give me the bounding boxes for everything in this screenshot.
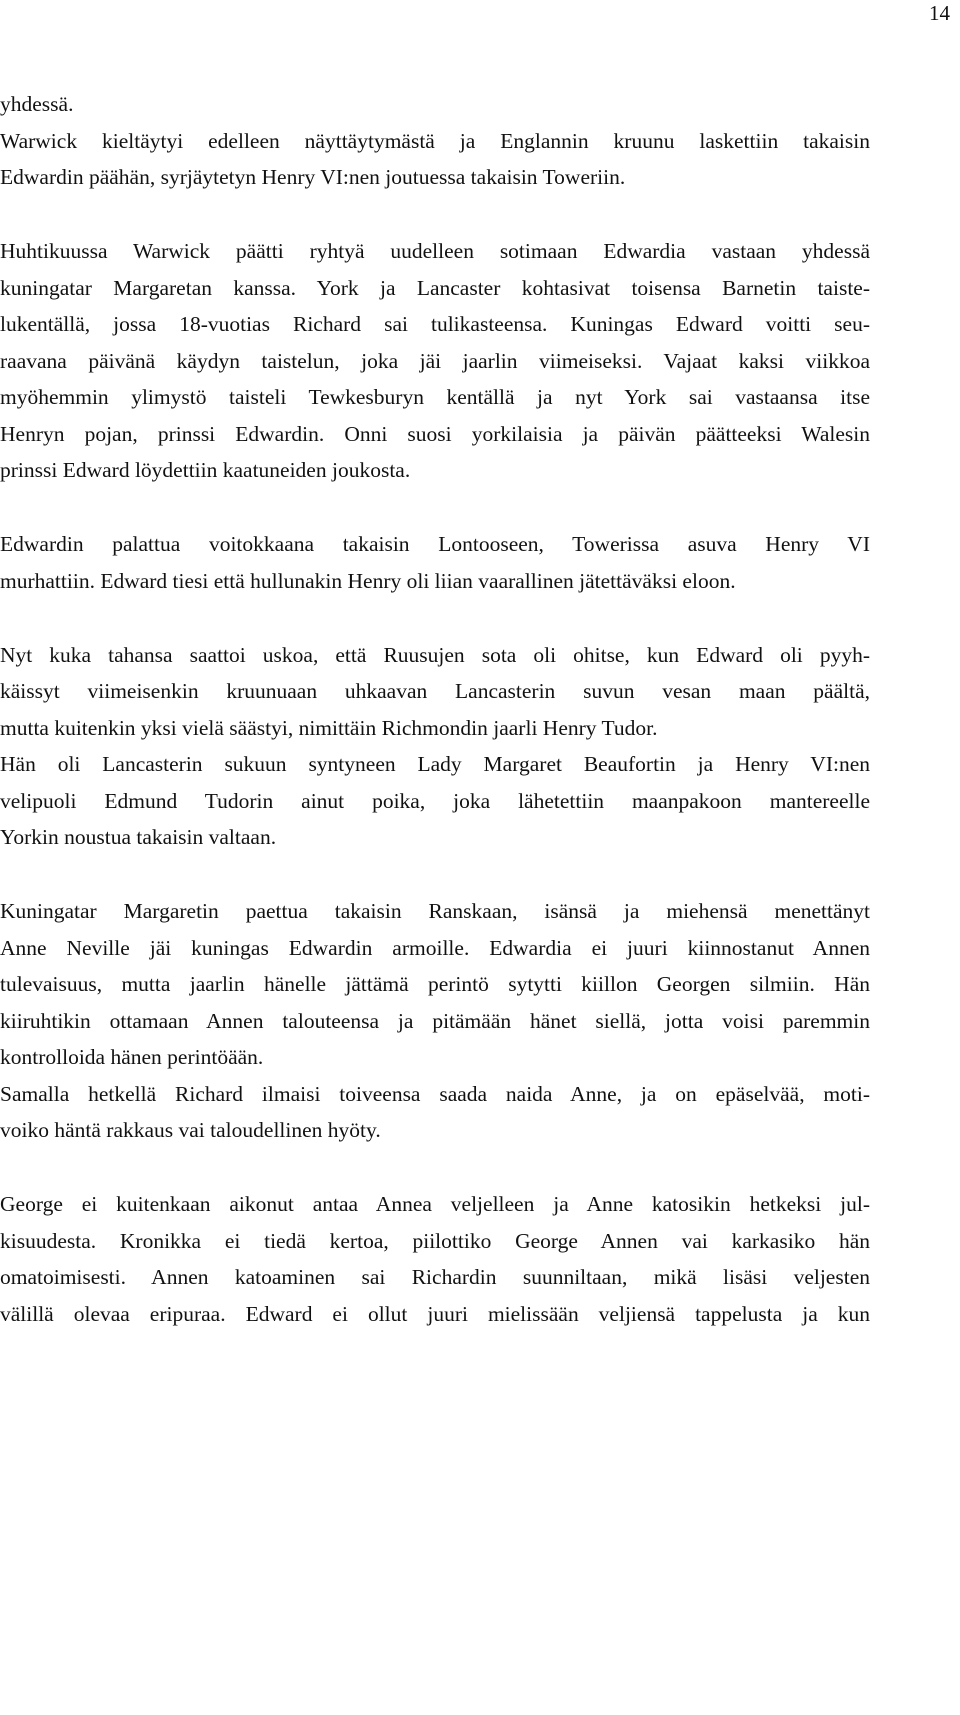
text-line: Warwick kieltäytyi edelleen näyttäytymästä ja Englannin kruunu laskettiin takaisin: [0, 128, 870, 153]
text-line: lukentällä, jossa 18-vuotias Richard sai tulikasteensa. Kuningas Edward voitti seu-: [0, 312, 870, 336]
text-line: George ei kuitenkaan aikonut antaa Annea veljelleen ja Anne katosikin hetkeksi jul-: [0, 1192, 870, 1216]
paragraph: [0, 86, 870, 196]
text-line: Henryn pojan, prinssi Edwardin. Onni suosi yorkilaisia ja päivän päätteeksi Walesin: [0, 421, 870, 446]
text-line: Edwardin päähän, syrjäytetyn Henry VI:nen joutuessa takaisin Toweriin.: [0, 165, 626, 189]
text-line: omatoimisesti. Annen katoaminen sai Richardin suunniltaan, mikä lisäsi veljesten: [0, 1265, 870, 1289]
page-number: 14: [929, 1, 950, 25]
paragraph: [0, 893, 870, 1149]
text-line: mutta kuitenkin yksi vielä säästyi, nimittäin Richmondin jaarli Henry Tudor.: [0, 715, 658, 740]
text-line: käissyt viimeisenkin kruunuaan uhkaavan Lancasterin suvun vesan maan päältä,: [0, 679, 870, 703]
text-line: myöhemmin ylimystö taisteli Tewkesburyn kentällä ja nyt York sai vastaansa itse: [0, 385, 870, 409]
text-line: tulevaisuus, mutta jaarlin hänelle jättämä perintö sytytti kiillon Georgen silmiin. Hän: [0, 972, 870, 996]
text-line: Hän oli Lancasterin sukuun syntyneen Lady Margaret Beaufortin ja Henry VI:nen: [0, 752, 870, 776]
text-line: Nyt kuka tahansa saattoi uskoa, että Ruusujen sota oli ohitse, kun Edward oli pyyh-: [0, 642, 870, 667]
text-line: välillä olevaa eripuraa. Edward ei ollut juuri mielissään veljiensä tappelusta ja kun: [0, 1301, 870, 1326]
text-line: kiiruhtikin ottamaan Annen talouteensa ja pitämään hänet siellä, jotta voisi paremmin: [0, 1008, 870, 1033]
body-text: [0, 86, 870, 1332]
text-line: Anne Neville jäi kuningas Edwardin armoille. Edwardia ei juuri kiinnostanut Annen: [0, 935, 870, 960]
text-line: voiko häntä rakkaus vai taloudellinen hyöty.: [0, 1118, 381, 1142]
paragraph: [0, 526, 870, 599]
text-line: Kuningatar Margaretin paettua takaisin Ranskaan, isänsä ja miehensä menettänyt: [0, 899, 870, 923]
text-line: Edwardin palattua voitokkaana takaisin Lontooseen, Towerissa asuva Henry VI: [0, 532, 870, 556]
text-line: kisuudesta. Kronikka ei tiedä kertoa, piilottiko George Annen vai karkasiko hän: [0, 1228, 870, 1253]
text-line: murhattiin. Edward tiesi että hullunakin Henry oli liian vaarallinen jätettäväksi eloon.: [0, 568, 736, 593]
text-line: yhdessä.: [0, 92, 74, 116]
paragraph: [0, 1186, 870, 1332]
paragraph: [0, 233, 870, 489]
text-line: raavana päivänä käydyn taistelun, joka jäi jaarlin viimeiseksi. Vajaat kaksi viikkoa: [0, 348, 870, 373]
text-line: Samalla hetkellä Richard ilmaisi toiveensa saada naida Anne, ja on epäselvää, moti-: [0, 1081, 870, 1106]
text-line: kuningatar Margaretan kanssa. York ja Lancaster kohtasivat toisensa Barnetin taiste-: [0, 275, 870, 300]
paragraph: [0, 637, 870, 856]
text-line: velipuoli Edmund Tudorin ainut poika, joka lähetettiin maanpakoon mantereelle: [0, 788, 870, 813]
text-line: Huhtikuussa Warwick päätti ryhtyä uudelleen sotimaan Edwardia vastaan yhdessä: [0, 239, 870, 263]
text-line: Yorkin noustua takaisin valtaan.: [0, 825, 277, 849]
text-line: prinssi Edward löydettiin kaatuneiden joukosta.: [0, 458, 411, 482]
text-line: kontrolloida hänen perintöään.: [0, 1045, 264, 1069]
